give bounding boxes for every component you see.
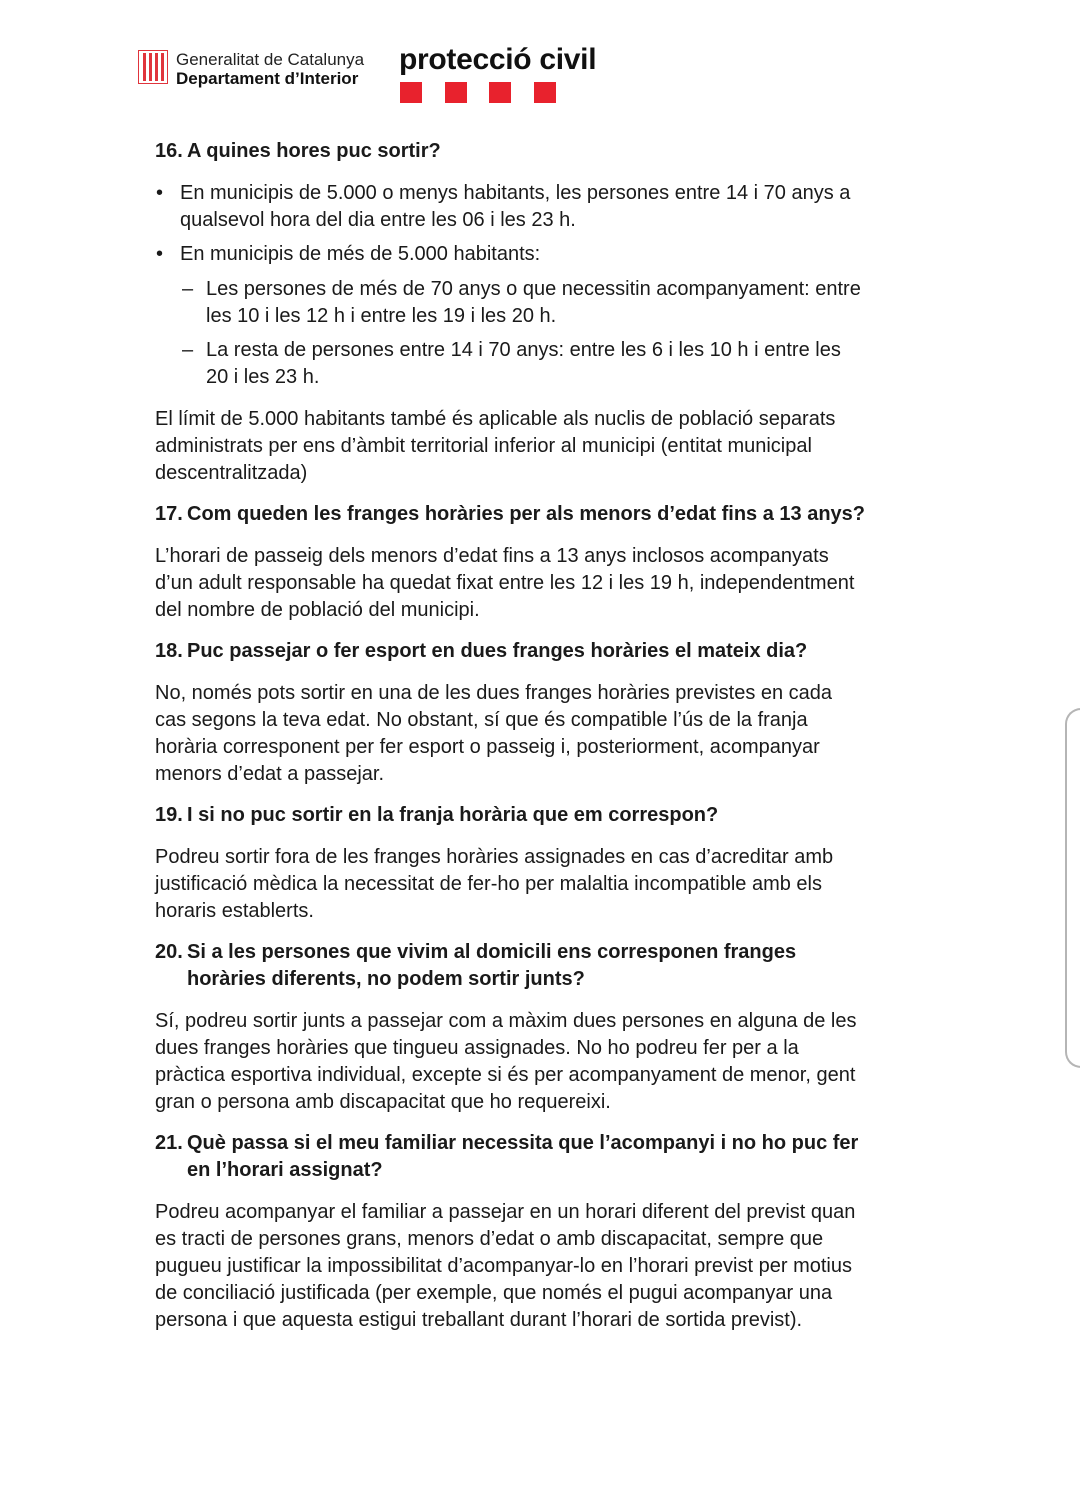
text-line: qualsevol hora del dia entre les 06 i les 23 h. xyxy=(180,209,576,231)
text-line: de conciliació justificada (per exemple, que només el pugui acompanyar una xyxy=(155,1282,833,1304)
text-line: descentralitzada) xyxy=(155,462,308,484)
text-line: horaris establerts. xyxy=(155,900,314,922)
coat-of-arms-icon xyxy=(138,50,168,84)
text-line: Puc passejar o fer esport en dues franges horàries el mateix dia? xyxy=(187,640,808,662)
text-line: dues franges horàries que tingueu assignades. No ho podreu fer per a la xyxy=(155,1037,799,1059)
text-line: Podreu acompanyar el familiar a passejar en un horari diferent del previst quan xyxy=(155,1201,856,1223)
text-line: Sí, podreu sortir junts a passejar com a màxim dues persones en alguna de les xyxy=(155,1010,857,1032)
answer-paragraph xyxy=(155,844,833,925)
brand-square xyxy=(400,82,422,103)
brand-square xyxy=(489,82,511,103)
question-heading xyxy=(155,138,441,165)
bullet-icon: • xyxy=(156,243,164,265)
edge-panel-handle[interactable] xyxy=(1065,708,1080,1068)
bullet-icon: • xyxy=(156,182,164,204)
brand-square xyxy=(445,82,467,103)
question-heading xyxy=(155,638,807,665)
text-line: gran o persona amb discapacitat que ho requereixi. xyxy=(155,1091,611,1113)
text-line: menors d’edat a passejar. xyxy=(155,763,385,785)
question-heading xyxy=(155,802,718,829)
text-line: justificació mèdica la necessitat de fer-ho per malaltia incompatible amb els xyxy=(155,873,822,895)
question-number: 19. xyxy=(155,804,183,826)
text-line: del nombre de població del municipi. xyxy=(155,599,480,621)
text-line: Si a les persones que vivim al domicili ens corresponen franges xyxy=(187,941,797,963)
department-name: Departament d’Interior xyxy=(176,69,359,88)
text-line: A quines hores puc sortir? xyxy=(187,140,441,162)
answer-paragraph xyxy=(155,1008,856,1116)
text-line: en l’horari assignat? xyxy=(187,1159,383,1181)
text-line: cas segons la teva edat. No obstant, sí que és compatible l’ús de la franja xyxy=(155,709,808,731)
text-line: L’horari de passeig dels menors d’edat fins a 13 anys inclosos acompanyats xyxy=(155,545,829,567)
text-line: Les persones de més de 70 anys o que necessitin acompanyament: entre xyxy=(206,278,861,300)
text-line: No, només pots sortir en una de les dues franges horàries previstes en cada xyxy=(155,682,833,704)
text-line: 20 i les 23 h. xyxy=(206,366,320,388)
answer-paragraph xyxy=(155,680,832,788)
question-number: 21. xyxy=(155,1132,183,1154)
dash-icon: – xyxy=(182,339,194,361)
bullet-item xyxy=(156,241,541,268)
dash-item xyxy=(182,337,841,391)
text-line: horàries diferents, no podem sortir junts? xyxy=(187,968,585,990)
text-line: Com queden les franges horàries per als menors d’edat fins a 13 anys? xyxy=(187,503,866,525)
question-number: 16. xyxy=(155,140,183,162)
question-number: 17. xyxy=(155,503,183,525)
question-number: 18. xyxy=(155,640,183,662)
gov-name: Generalitat de Catalunya xyxy=(176,50,365,69)
dash-icon: – xyxy=(182,278,194,300)
text-line: administrats per ens d’àmbit territorial inferior al municipi (entitat municipal xyxy=(155,435,812,457)
text-line: Podreu sortir fora de les franges horàries assignades en cas d’acreditar amb xyxy=(155,846,834,868)
text-line: les 10 i les 12 h i entre les 19 i les 20 h. xyxy=(206,305,557,327)
text-line: El límit de 5.000 habitants també és aplicable als nuclis de població separats xyxy=(155,408,836,430)
bullet-item xyxy=(156,180,851,234)
answer-paragraph xyxy=(155,543,854,624)
question-heading xyxy=(155,939,796,993)
text-line: La resta de persones entre 14 i 70 anys: entre les 6 i les 10 h i entre les xyxy=(206,339,841,361)
text-line: pràctica esportiva individual, excepte si és per acompanyament de menor, gent xyxy=(155,1064,856,1086)
text-line: pugueu justificar la impossibilitat d’acompanyar-lo en l’horari previst per motius xyxy=(155,1255,852,1277)
answer-paragraph xyxy=(155,1199,855,1334)
text-line: d’un adult responsable ha quedat fixat entre les 12 i les 19 h, independentment xyxy=(155,572,855,594)
answer-paragraph xyxy=(155,406,835,487)
question-number: 20. xyxy=(155,941,183,963)
question-heading xyxy=(155,1130,858,1184)
text-line: En municipis de 5.000 o menys habitants, les persones entre 14 i 70 anys a xyxy=(180,182,851,204)
brand-square xyxy=(534,82,556,103)
text-line: es tracti de persones grans, menors d’edat o amb discapacitat, sempre que xyxy=(155,1228,824,1250)
dash-item xyxy=(182,276,861,330)
text-line: horària corresponent per fer esport o passeig i, posteriorment, acompanyar xyxy=(155,736,820,758)
text-line: En municipis de més de 5.000 habitants: xyxy=(180,243,541,265)
text-line: Què passa si el meu familiar necessita que l’acompanyi i no ho puc fer xyxy=(187,1132,859,1154)
brand-name: protecció civil xyxy=(399,43,597,76)
text-line: persona i que aquesta estigui treballant durant l’horari de sortida previst). xyxy=(155,1309,803,1331)
question-heading xyxy=(155,501,865,528)
text-line: I si no puc sortir en la franja horària que em correspon? xyxy=(187,804,719,826)
